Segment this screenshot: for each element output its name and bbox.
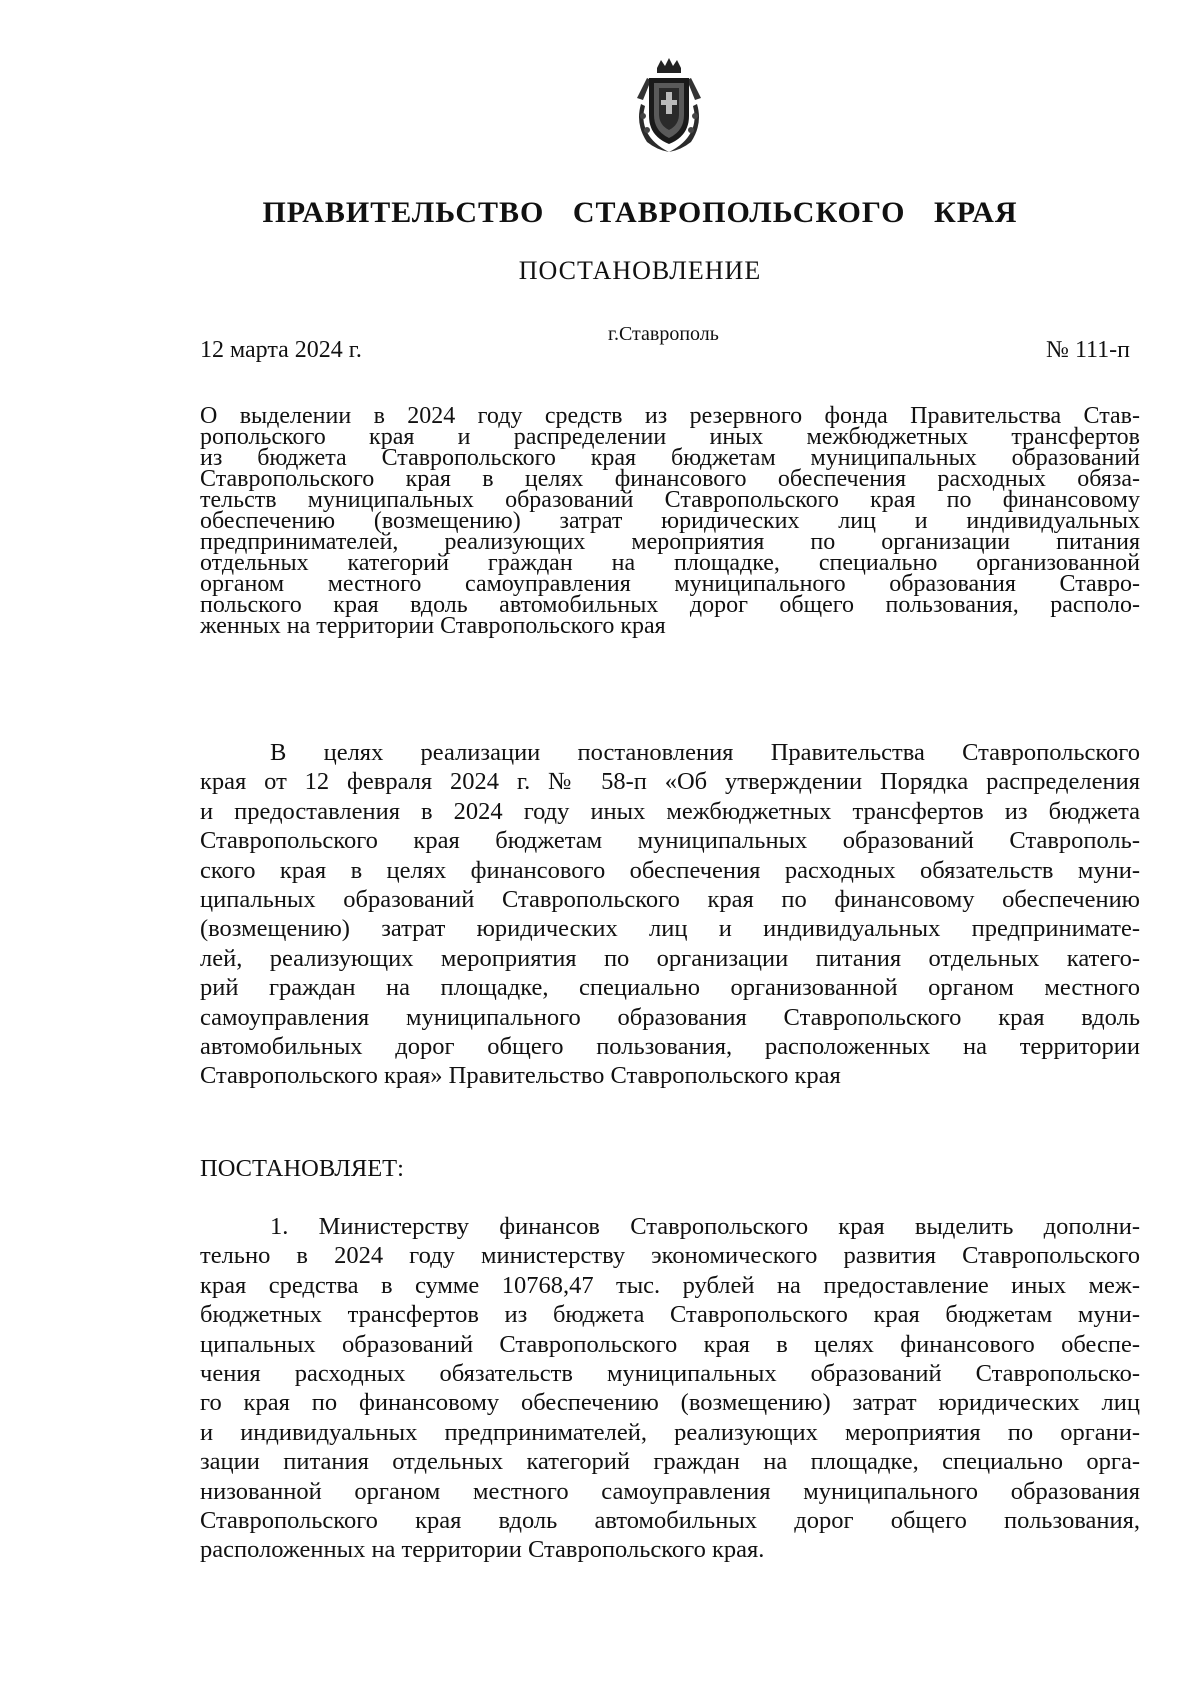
preamble-line: автомобильных дорог общего пользования, расположенных на территории bbox=[200, 1032, 1140, 1060]
preamble-paragraph bbox=[200, 738, 1140, 1091]
point-1-line: тельно в 2024 году министерству экономического развития Ставропольского bbox=[200, 1242, 1140, 1270]
document-subject bbox=[200, 403, 1140, 639]
subject-line: из бюджета Ставропольского края бюджетам муниципальных образований bbox=[200, 445, 1140, 471]
point-1-line: 1. Министерству финансов Ставропольского края выделить дополни- bbox=[270, 1213, 1140, 1240]
document-type: ПОСТАНОВЛЕНИЕ bbox=[518, 256, 762, 285]
point-1-line: зации питания отдельных категорий граждан на площадке, специально орга- bbox=[200, 1448, 1140, 1476]
subject-line: польского края вдоль автомобильных дорог общего пользования, располо- bbox=[200, 592, 1140, 618]
point-1-line: низованной органом местного самоуправления муниципального образования bbox=[200, 1477, 1140, 1505]
subject-line: обеспечению (возмещению) затрат юридических лиц и индивидуальных bbox=[200, 508, 1140, 534]
subject-line: тельств муниципальных образований Ставропольского края по финансовому bbox=[200, 487, 1140, 513]
subject-line: предпринимателей, реализующих мероприятия по организации питания bbox=[200, 529, 1140, 555]
document-date: 12 марта 2024 г. bbox=[200, 337, 362, 363]
preamble-line: самоуправления муниципального образования Ставропольского края вдоль bbox=[200, 1003, 1140, 1031]
point-1-paragraph bbox=[200, 1212, 1140, 1565]
preamble-line: и предоставления в 2024 году иных межбюджетных трансфертов из бюджета bbox=[200, 797, 1140, 825]
coat-of-arms-icon bbox=[627, 58, 711, 156]
preamble-line: (возмещению) затрат юридических лиц и индивидуальных предпринимате- bbox=[200, 915, 1140, 943]
preamble-line: ципальных образований Ставропольского края по финансовому обеспечению bbox=[200, 885, 1140, 913]
preamble-line: лей, реализующих мероприятия по организации питания отдельных катего- bbox=[200, 944, 1140, 972]
preamble-line: Ставропольского края» Правительство Ставропольского края bbox=[200, 1062, 841, 1090]
subject-line: отдельных категорий граждан на площадке, специально организованной bbox=[200, 550, 1140, 576]
subject-line: Ставропольского края в целях финансового обеспечения расходных обяза- bbox=[200, 466, 1140, 492]
point-1-line: и индивидуальных предпринимателей, реализующих мероприятия по органи- bbox=[200, 1418, 1140, 1446]
subject-line: О выделении в 2024 году средств из резервного фонда Правительства Став- bbox=[200, 403, 1140, 429]
subject-line: женных на территории Ставропольского края bbox=[200, 613, 666, 639]
point-1-line: расположенных на территории Ставропольского края. bbox=[200, 1536, 765, 1564]
preamble-line: рий граждан на площадке, специально организованной органом местного bbox=[200, 974, 1140, 1002]
preamble-line: Ставропольского края бюджетам муниципальных образований Ставрополь- bbox=[200, 827, 1140, 855]
document-city: г.Ставрополь bbox=[608, 323, 719, 345]
point-1-line: бюджетных трансфертов из бюджета Ставропольского края бюджетам муни- bbox=[200, 1301, 1140, 1329]
document-number: № 111-п bbox=[1046, 337, 1130, 363]
preamble-line: В целях реализации постановления Правительства Ставропольского bbox=[270, 739, 1140, 766]
government-title: ПРАВИТЕЛЬСТВО СТАВРОПОЛЬСКОГО КРАЯ bbox=[262, 196, 1018, 229]
point-1-line: Ставропольского края вдоль автомобильных дорог общего пользования, bbox=[200, 1506, 1140, 1534]
preamble-line: ского края в целях финансового обеспечения расходных обязательств муни- bbox=[200, 856, 1140, 884]
point-1-line: чения расходных обязательств муниципальных образований Ставропольско- bbox=[200, 1359, 1140, 1387]
preamble-line: края от 12 февраля 2024 г. № 58-п «Об утверждении Порядка распределения bbox=[200, 768, 1140, 796]
point-1-line: ципальных образований Ставропольского края в целях финансового обеспе- bbox=[200, 1330, 1140, 1358]
point-1-line: края средства в сумме 10768,47 тыс. рублей на предоставление иных меж- bbox=[200, 1271, 1140, 1299]
subject-line: органом местного самоуправления муниципального образования Ставро- bbox=[200, 571, 1140, 597]
subject-line: ропольского края и распределении иных межбюджетных трансфертов bbox=[200, 424, 1140, 450]
point-1-line: го края по финансовому обеспечению (возмещению) затрат юридических лиц bbox=[200, 1389, 1140, 1417]
resolves-heading: ПОСТАНОВЛЯЕТ: bbox=[200, 1155, 404, 1182]
